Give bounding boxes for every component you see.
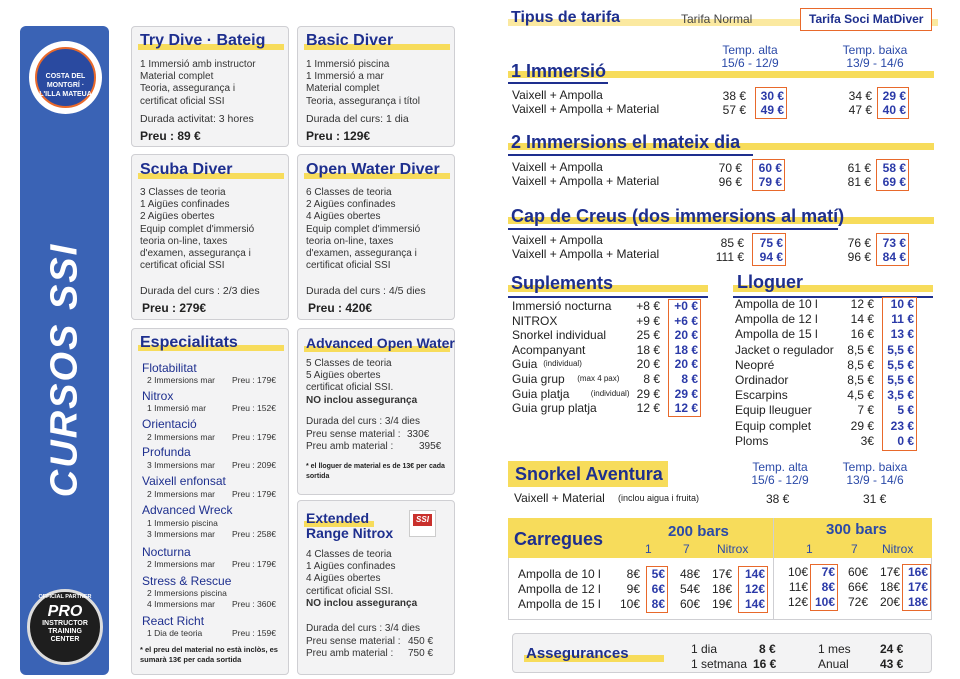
spec-sub: 2 Immersions piscina [147, 588, 227, 598]
row-label: Vaixell + Ampolla + Material [512, 247, 660, 261]
price-alta-soci: 94 € [759, 250, 783, 264]
lloguer-soci-price: 5,5 € [887, 357, 914, 372]
suplement-label: NITROX [512, 313, 558, 328]
row-label: Vaixell + Ampolla [512, 88, 603, 102]
lloguer-soci-price: 3,5 € [887, 388, 914, 403]
card-duration: Durada del curs: 1 dia [306, 113, 409, 125]
card-title: Scuba Diver [140, 161, 233, 178]
price-value: 750 € [408, 648, 434, 659]
lloguer-soci-price: 5,5 € [887, 373, 914, 387]
card-lines: 1 Immersió amb instructor Material complet Teoria, assegurança i certificat oficial SSI [140, 59, 256, 107]
card-title: Open Water Diver [306, 161, 440, 178]
lloguer-label: Ampolla de 15 l [735, 327, 818, 342]
suplement-note: (individual) [590, 388, 630, 398]
carrega-300-nitrox-soci: 16€ [907, 565, 928, 579]
carrega-200-1: 8€ [626, 567, 640, 581]
carrega-200-nitrox-soci: 12€ [744, 582, 765, 596]
spec-sub: 1 Dia de teoria [147, 628, 203, 638]
price-baixa: 34 € [848, 89, 872, 103]
club-logo-text: COSTA DEL MONTGRÍ · L'ILLA MATEUA [39, 73, 92, 98]
lloguer-label: Jacket o regulador [735, 342, 834, 357]
carrega-300-nitrox: 18€ [879, 580, 900, 594]
suplements-soci-box [668, 299, 701, 417]
lloguer-label: Equip complet [735, 418, 812, 433]
card-try-dive [131, 26, 289, 147]
price-alta-soci: 49 € [760, 103, 784, 117]
lloguer-price: 8,5 € [847, 357, 874, 372]
carregues-200: 200 bars [668, 523, 729, 540]
ssi-logo-mark: SSI [413, 514, 432, 526]
price-alta: 111 € [715, 250, 744, 264]
lloguer-soci-price: 11 € [891, 312, 914, 327]
carrega-300-nitrox-soci: 17€ [907, 580, 928, 594]
suplement-price: 8 € [643, 372, 660, 386]
spec-name: Profunda [142, 445, 191, 459]
asseg-label: Anual [818, 657, 849, 671]
asseg-price: 16 € [753, 657, 777, 671]
spec-sub: 3 Immersions mar [147, 529, 216, 539]
col-nitrox: Nitrox [882, 542, 914, 556]
card-title: Try Dive · Bateig [140, 32, 266, 49]
card-duration: Durada activitat: 3 hores [140, 113, 254, 125]
spec-price: Preu : 360€ [232, 599, 276, 609]
carrega-300-1: 11€ [788, 580, 808, 594]
col-7: 7 [851, 542, 858, 556]
carrega-label: Ampolla de 12 l [518, 582, 601, 596]
lloguer-price: 4,5 € [847, 388, 874, 403]
suplements-title: Suplements [511, 273, 614, 293]
section-title: 2 Immersions el mateix dia [511, 132, 741, 152]
card-lines: 5 Classes de teoria 5 Aigües obertes certificat oficial SSI. NO inclou assegurança [306, 358, 418, 406]
lloguer-price: 29 € [850, 418, 874, 433]
price-baixa: 96 € [847, 250, 871, 264]
carregues-soci-box [902, 564, 931, 611]
carrega-200-1-soci: 6€ [651, 582, 665, 596]
card-title: Extended [306, 510, 370, 526]
row-label: Vaixell + Ampolla [512, 160, 603, 174]
section-title: 1 Immersió [511, 61, 607, 81]
lloguer-price: 7 € [857, 403, 874, 418]
col-1: 1 [806, 542, 813, 556]
suplement-label: Snorkel individual [512, 328, 607, 343]
carrega-label: Ampolla de 15 l [518, 597, 601, 611]
suplement-price: 20 € [636, 357, 660, 372]
lloguer-label: Ploms [735, 433, 769, 448]
row-label: Vaixell + Ampolla [512, 233, 603, 247]
suplement-price: 18 € [636, 342, 660, 357]
card-nitrox [297, 500, 455, 675]
price-baixa: 76 € [847, 236, 871, 250]
asseg-price: 24 € [880, 642, 904, 656]
snorkel-temp-baixa: Temp. baixa 13/9 - 14/6 [842, 460, 908, 487]
card-especialitats [131, 328, 289, 675]
price-alta: 96 € [718, 175, 742, 189]
suplement-label: Immersió nocturna [512, 299, 612, 313]
lloguer-label: Neopré [735, 357, 775, 372]
carregues-300: 300 bars [826, 521, 887, 538]
spec-price: Preu : 179€ [232, 432, 276, 442]
carrega-300-nitrox: 20€ [879, 595, 900, 609]
card-price: Preu : 420€ [308, 301, 373, 315]
asseg-label: 1 mes [818, 642, 851, 656]
card-lines: 6 Classes de teoria 2 Aigües confinades 4 Aigües obertes Equip complet d'immersió teoria on-line, taxes d'examen, assegurança i certificat oficial SSI [306, 187, 421, 272]
row-label: Vaixell + Ampolla + Material [512, 102, 660, 116]
carrega-300-nitrox-soci: 18€ [907, 595, 928, 609]
lloguer-soci-price: 5 € [897, 403, 914, 418]
card-duration: Durada del curs : 4/5 dies [306, 285, 426, 297]
spec-price: Preu : 159€ [232, 628, 276, 638]
suplement-soci-price: +6 € [674, 313, 698, 328]
carrega-200-nitrox: 17€ [711, 567, 732, 581]
spec-name: Orientació [142, 417, 197, 431]
sidebar-title [25, 242, 105, 498]
card-duration: Durada del curs : 2/3 dies [140, 285, 260, 297]
carrega-200-7: 54€ [679, 582, 700, 596]
col-7: 7 [683, 542, 690, 556]
spec-price: Preu : 152€ [232, 403, 276, 413]
lloguer-soci-price: 13 € [890, 327, 914, 342]
carrega-200-nitrox-soci: 14€ [744, 567, 765, 581]
spec-sub: 2 Immersions mar [147, 559, 216, 569]
spec-sub: 4 Immersions mar [147, 599, 216, 609]
section-title: Cap de Creus (dos immersions al matí) [511, 206, 845, 226]
lloguer-label: Equip lleuguer [735, 403, 812, 418]
carregues-soci-box [810, 564, 838, 611]
asseg-price: 8 € [759, 642, 776, 656]
carrega-300-7: 60€ [847, 565, 868, 579]
suplement-note: (max 4 pax) [577, 374, 620, 383]
carrega-200-1: 9€ [626, 582, 640, 596]
suplement-label: Guia grup [512, 372, 565, 386]
badge-top-text: OFFICIAL PARTNER [38, 594, 92, 600]
spec-price: Preu : 179€ [232, 375, 276, 385]
carrega-200-nitrox: 19€ [711, 597, 732, 611]
spec-price: Preu : 209€ [232, 460, 276, 470]
lloguer-price: 16 € [850, 327, 874, 342]
tarifa-soci: Tarifa Soci MatDiver [809, 12, 924, 26]
card-advanced [297, 328, 455, 495]
carrega-300-nitrox: 17€ [879, 565, 900, 579]
suplement-price: +9 € [636, 313, 660, 328]
price-alta: 57 € [722, 103, 746, 117]
snorkel-label: Vaixell + Material [514, 491, 605, 505]
carrega-300-7: 66€ [847, 580, 868, 594]
snorkel-alta: 38 € [766, 492, 790, 506]
price-baixa-soci: 29 € [882, 89, 906, 103]
spec-name: Stress & Rescue [142, 574, 232, 588]
sidebar-title-text: CURSOS SSI [43, 242, 86, 498]
especialitats-note: * el preu del material no està inclòs, es sumarà 13€ per cada sortida [140, 645, 278, 664]
lloguer-price: 14 € [850, 312, 874, 327]
carrega-200-1-soci: 8€ [651, 597, 665, 611]
spec-sub: 1 Immersio piscina [147, 518, 218, 528]
suplement-soci-price: 8 € [681, 372, 698, 386]
price-baixa-soci: 73 € [882, 236, 906, 250]
asseg-label: 1 dia [691, 642, 718, 656]
card-lines: 1 Immersió piscina 1 Immersió a mar Material complet Teoria, assegurança i títol [306, 59, 420, 107]
card-lines: 3 Classes de teoria 1 Aigües confinades 2 Aigües obertes Equip complet d'immersió teoria on-line, taxes d'examen, assegurança i certificat oficial SSI [140, 187, 255, 272]
price-label: Preu amb material : [306, 648, 394, 659]
spec-price: Preu : 179€ [232, 559, 276, 569]
suplement-soci-price: +0 € [674, 299, 698, 313]
ssi-logo [409, 510, 436, 537]
spec-name: Flotabilitat [142, 361, 197, 375]
lloguer-soci-price: 23 € [890, 418, 914, 433]
badge-text: INSTRUCTOR TRAINING CENTER [42, 620, 88, 643]
lloguer-soci-price: 0 € [897, 433, 914, 448]
carrega-200-nitrox-soci: 14€ [744, 597, 765, 611]
spec-sub: 2 Immersions mar [147, 375, 216, 385]
carrega-200-7: 48€ [679, 567, 700, 581]
col-nitrox: Nitrox [717, 542, 749, 556]
suplement-note: (individual) [543, 359, 582, 369]
lloguer-price: 8,5 € [847, 342, 874, 357]
suplement-soci-price: 20 € [674, 357, 698, 372]
price-value: 395€ [419, 441, 442, 452]
card-title: Basic Diver [306, 32, 394, 49]
tarifa-normal: Tarifa Normal [681, 12, 753, 26]
asseg-price: 43 € [880, 657, 904, 671]
carregues-soci-box [646, 566, 668, 613]
carrega-300-1-soci: 7€ [821, 565, 835, 579]
price-baixa-soci: 58 € [882, 161, 906, 175]
suplement-price: 25 € [636, 328, 660, 343]
spec-price: Preu : 179€ [232, 489, 276, 499]
carrega-200-nitrox: 18€ [711, 582, 732, 596]
assegurances-title: Assegurances [526, 645, 629, 662]
card-duration: Durada del curs : 3/4 dies [306, 416, 420, 427]
suplement-price: +8 € [636, 299, 660, 313]
spec-name: React Richt [142, 614, 205, 628]
spec-sub: 2 Immersions mar [147, 432, 216, 442]
card-title: Advanced Open Water [306, 335, 455, 351]
lloguer-price: 8,5 € [847, 373, 874, 387]
carrega-300-1: 10€ [787, 565, 808, 579]
row-label: Vaixell + Ampolla + Material [512, 174, 660, 188]
price-alta-soci: 60 € [758, 161, 782, 175]
advanced-note: * el lloguer de material es de 13€ per cada sortida [306, 463, 445, 480]
price-label: Preu sense material : [306, 429, 401, 440]
lloguer-soci-price: 10 € [890, 297, 914, 311]
suplement-soci-price: 20 € [674, 328, 698, 343]
spec-sub: 3 Immersions mar [147, 460, 216, 470]
snorkel-temp-alta: Temp. alta 15/6 - 12/9 [751, 460, 809, 487]
suplement-label: Guia platja [512, 386, 570, 401]
temp-baixa: Temp. baixa 13/9 - 14/6 [842, 43, 908, 70]
carrega-200-1-soci: 5€ [651, 567, 665, 581]
price-label: Preu sense material : [306, 636, 401, 647]
spec-name: Advanced Wreck [142, 503, 233, 517]
price-baixa-soci: 69 € [882, 175, 906, 189]
price-baixa: 81 € [847, 175, 871, 189]
suplement-soci-price: 29 € [674, 386, 698, 401]
carrega-200-1: 10€ [619, 597, 640, 611]
spec-name: Nitrox [142, 389, 174, 403]
price-baixa-soci: 84 € [882, 250, 906, 264]
spec-sub: 2 Immersions mar [147, 489, 216, 499]
suplement-label: Guia grup platja [512, 401, 597, 416]
lloguer-title: Lloguer [737, 272, 803, 292]
price-baixa-soci: 40 € [882, 103, 906, 117]
price-value: 330€ [407, 429, 430, 440]
snorkel-title: Snorkel Aventura [515, 464, 663, 484]
suplement-label: Acompanyant [512, 342, 586, 357]
spec-sub: 1 Immersió mar [147, 403, 207, 413]
lloguer-label: Ampolla de 12 l [735, 312, 818, 327]
lloguer-price: 12 € [850, 297, 874, 311]
col-1: 1 [645, 542, 652, 556]
suplement-price: 29 € [636, 386, 660, 401]
price-alta: 70 € [718, 161, 742, 175]
card-price: Preu : 129€ [306, 129, 371, 143]
carrega-200-7: 60€ [679, 597, 700, 611]
carrega-300-1-soci: 8€ [821, 580, 835, 594]
carrega-300-1-soci: 10€ [814, 595, 835, 609]
suplement-price: 12 € [636, 401, 660, 416]
card-title: Especialitats [140, 334, 238, 351]
price-baixa: 47 € [848, 103, 872, 117]
carregues-soci-box [738, 566, 768, 613]
price-baixa: 61 € [847, 161, 871, 175]
suplement-soci-price: 12 € [674, 401, 698, 416]
spec-name: Nocturna [142, 545, 191, 559]
price-label: Preu amb material : [306, 441, 394, 452]
carregues-divider [773, 518, 774, 620]
carrega-300-7: 72€ [847, 595, 868, 609]
lloguer-label: Ampolla de 10 l [735, 297, 818, 311]
card-lines: 4 Classes de teoria 1 Aigües confinades 4 Aigües obertes certificat oficial SSI. NO inclou assegurança [306, 549, 418, 609]
spec-price: Preu : 258€ [232, 529, 276, 539]
carregues-title: Carregues [514, 529, 604, 549]
card-scuba-diver [131, 154, 289, 320]
suplement-soci-price: 18 € [674, 342, 698, 357]
lloguer-price: 3€ [860, 433, 874, 448]
carrega-300-1: 12€ [787, 595, 808, 609]
price-alta: 85 € [720, 236, 744, 250]
snorkel-small: (inclou aigua i fruita) [618, 493, 700, 503]
lloguer-label: Ordinador [735, 373, 789, 387]
lloguer-soci-box [882, 297, 917, 451]
lloguer-label: Escarpins [735, 388, 788, 403]
card-price: Preu : 279€ [142, 301, 207, 315]
lloguer-soci-price: 5,5 € [887, 342, 914, 357]
price-alta-soci: 30 € [760, 89, 784, 103]
card-duration: Durada del curs : 3/4 dies [306, 623, 420, 634]
asseg-label: 1 setmana [691, 657, 748, 671]
card-open-water [297, 154, 455, 320]
carrega-label: Ampolla de 10 l [518, 567, 601, 581]
temp-alta: Temp. alta 15/6 - 12/9 [721, 43, 779, 70]
card-price: Preu : 89 € [140, 129, 201, 143]
suplement-label: Guia [512, 357, 538, 372]
card-title-2: Range Nitrox [306, 525, 394, 541]
badge-brand: PRO [47, 603, 83, 620]
price-alta-soci: 79 € [758, 175, 782, 189]
price-value: 450 € [408, 636, 434, 647]
price-alta-soci: 75 € [759, 236, 783, 250]
tarifa-title: Tipus de tarifa [511, 9, 621, 26]
snorkel-baixa: 31 € [863, 492, 887, 506]
spec-name: Vaixell enfonsat [142, 474, 226, 488]
price-alta: 38 € [722, 89, 746, 103]
card-basic-diver [297, 26, 455, 147]
